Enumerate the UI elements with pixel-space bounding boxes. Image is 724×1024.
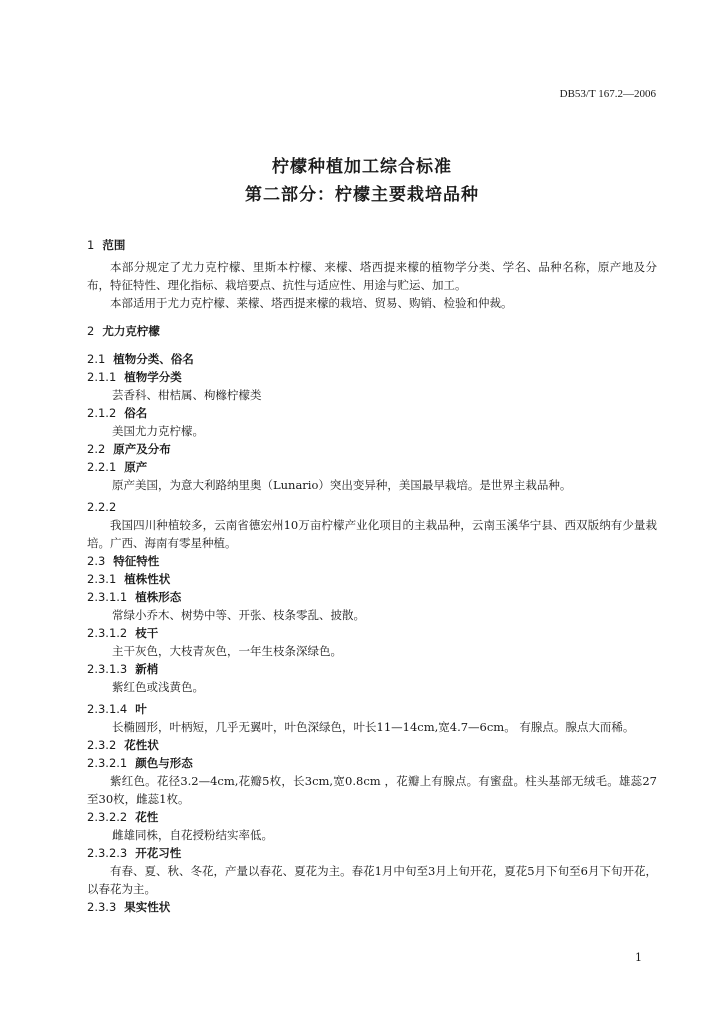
section-heading: 2.3 特征特性 (87, 554, 160, 568)
section-heading: 2.3.1.1 植株形态 (87, 590, 182, 604)
paragraph: 常绿小乔木、树势中等、开张、枝条零乱、披散。 (112, 608, 365, 622)
section-heading: 2.3.1.2 枝干 (87, 626, 159, 640)
section-heading: 2.2.1 原产 (87, 460, 148, 474)
section-heading: 2 尤力克柠檬 (87, 324, 160, 338)
section-heading: 2.3.1.3 新梢 (87, 662, 159, 676)
document-subtitle: 第二部分：柠檬主要栽培品种 (245, 185, 479, 205)
section-heading: 2.3.1 植株性状 (87, 572, 171, 586)
section-heading: 2.1 植物分类、俗名 (87, 352, 194, 366)
paragraph: 本部适用于尤力克柠檬、莱檬、塔西提来檬的栽培、贸易、购销、检验和仲裁。 (110, 296, 513, 310)
paragraph: 我国四川种植较多，云南省德宏州10万亩柠檬产业化项目的主栽品种，云南玉溪华宁县、西双版纳有少量栽培。广西、海南有零星种植。 (87, 518, 657, 550)
paragraph: 芸香科、柑桔属、枸橼柠檬类 (112, 388, 262, 402)
section-heading: 2.3.2.1 颜色与形态 (87, 756, 193, 770)
section-heading: 2.3.2 花性状 (87, 738, 159, 752)
document-title: 柠檬种植加工综合标准 (272, 157, 452, 177)
section-heading: 2.2 原产及分布 (87, 442, 171, 456)
section-heading: 2.1.2 俗名 (87, 406, 148, 420)
paragraph: 长椭圆形，叶柄短，几乎无翼叶，叶色深绿色，叶长11—14cm,宽4.7—6cm。 有腺点。腺点大而稀。 (112, 720, 635, 734)
section-heading: 1 范围 (87, 238, 126, 252)
page-number: 1 (635, 951, 642, 964)
paragraph: 原产美国，为意大利路纳里奥（Lunario）突出变异种，美国最早栽培。是世界主栽品种。 (112, 478, 572, 492)
section-heading: 2.3.2.2 花性 (87, 810, 159, 824)
section-heading: 2.3.2.3 开花习性 (87, 846, 182, 860)
section-heading: 2.1.1 植物学分类 (87, 370, 182, 384)
paragraph: 紫红色或浅黄色。 (112, 680, 204, 694)
paragraph: 主干灰色，大枝青灰色，一年生枝条深绿色。 (112, 644, 342, 658)
document-body (87, 236, 657, 916)
paragraph: 紫红色。花径3.2—4cm,花瓣5枚，长3cm,宽0.8cm ，花瓣上有腺点。有蜜盘。柱头基部无绒毛。雄蕊27至30枚，雌蕊1枚。 (87, 774, 657, 806)
section-heading: 2.3.1.4 叶 (87, 702, 147, 716)
paragraph: 有春、夏、秋、冬花，产量以春花、夏花为主。春花1月中旬至3月上旬开花，夏花5月下旬至6月下旬开花，以春花为主。 (87, 864, 657, 896)
paragraph: 美国尤力克柠檬。 (112, 424, 204, 438)
section-heading: 2.3.3 果实性状 (87, 900, 171, 914)
paragraph: 雌雄同株，自花授粉结实率低。 (112, 828, 273, 842)
paragraph: 本部分规定了尤力克柠檬、里斯本柠檬、来檬、塔西提来檬的植物学分类、学名、品种名称，原产地及分布，特征特性、理化指标、栽培要点、抗性与适应性、用途与贮运、加工。 (87, 260, 657, 292)
standard-number: DB53/T 167.2—2006 (559, 88, 656, 100)
section-heading: 2.2.2 (87, 500, 117, 514)
